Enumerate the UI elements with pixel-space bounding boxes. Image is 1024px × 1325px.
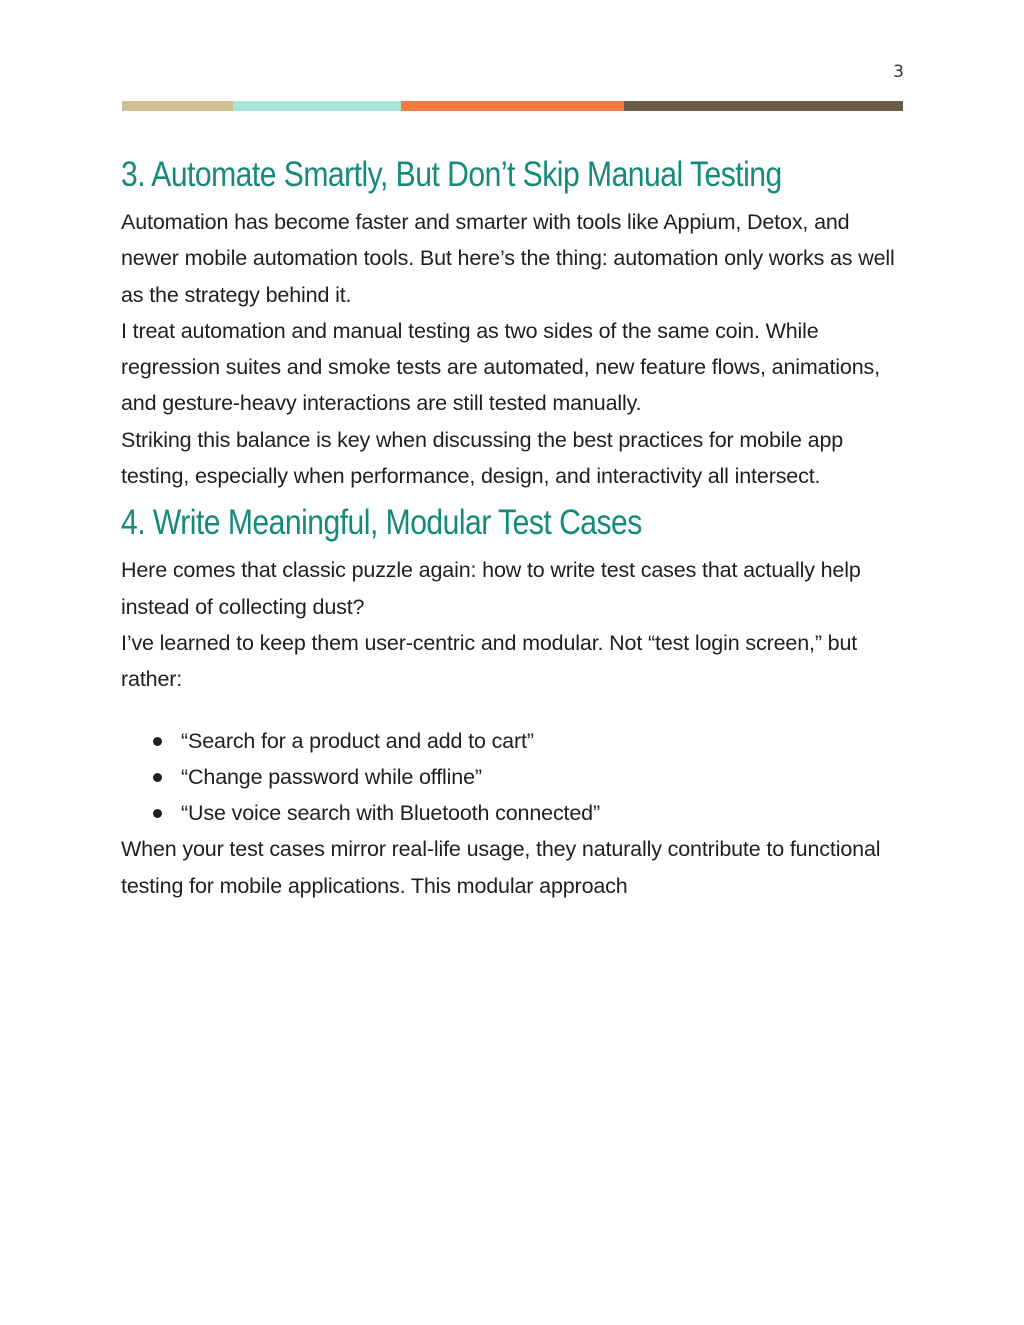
list-item-text: “Search for a product and add to cart” (181, 728, 534, 753)
page-number: 3 (893, 62, 904, 82)
paragraph: I’ve learned to keep them user-centric and modular. Not “test login screen,” but rather: (121, 630, 858, 692)
paragraph: I treat automation and manual testing as two sides of the same coin. While regression suites and smoke tests are automated, new feature flows, animations, and gesture-heavy interactions are still tested manually. (121, 318, 880, 416)
list-item (121, 723, 911, 759)
paragraph: Automation has become faster and smarter with tools like Appium, Detox, and newer mobile automation tools. But here’s the thing: automation only works as well as the strategy behind it. (121, 210, 895, 307)
paragraph: Here comes that classic puzzle again: how to write test cases that actually help instead of collecting dust? (121, 558, 861, 619)
accent-bar-segment-tan (122, 101, 233, 111)
accent-bar-segment-brown (624, 101, 903, 111)
paragraph: When your test cases mirror real-life usage, they naturally contribute to functional testing for mobile applications. This modular approach (121, 837, 881, 898)
list-item (121, 795, 911, 831)
section-heading-test-cases: 4. Write Meaningful, Modular Test Cases (121, 503, 642, 543)
paragraph: Striking this balance is key when discussing the best practices for mobile app testing, especially when performance, design, and interactivity all intersect. (121, 427, 844, 489)
accent-bar-segment-mint (233, 101, 401, 111)
list-item-text: “Change password while offline” (181, 764, 482, 789)
accent-bar-segment-orange (401, 101, 624, 111)
list-item-text: “Use voice search with Bluetooth connected” (181, 801, 600, 826)
bullet-icon (153, 773, 162, 782)
list-item (121, 759, 911, 795)
test-case-examples-list (121, 723, 911, 832)
header-accent-bar (122, 101, 903, 111)
bullet-icon (153, 809, 162, 818)
bullet-icon (153, 737, 162, 746)
document-body (121, 146, 911, 904)
section-heading-automate: 3. Automate Smartly, But Don’t Skip Manual Testing (121, 155, 782, 194)
